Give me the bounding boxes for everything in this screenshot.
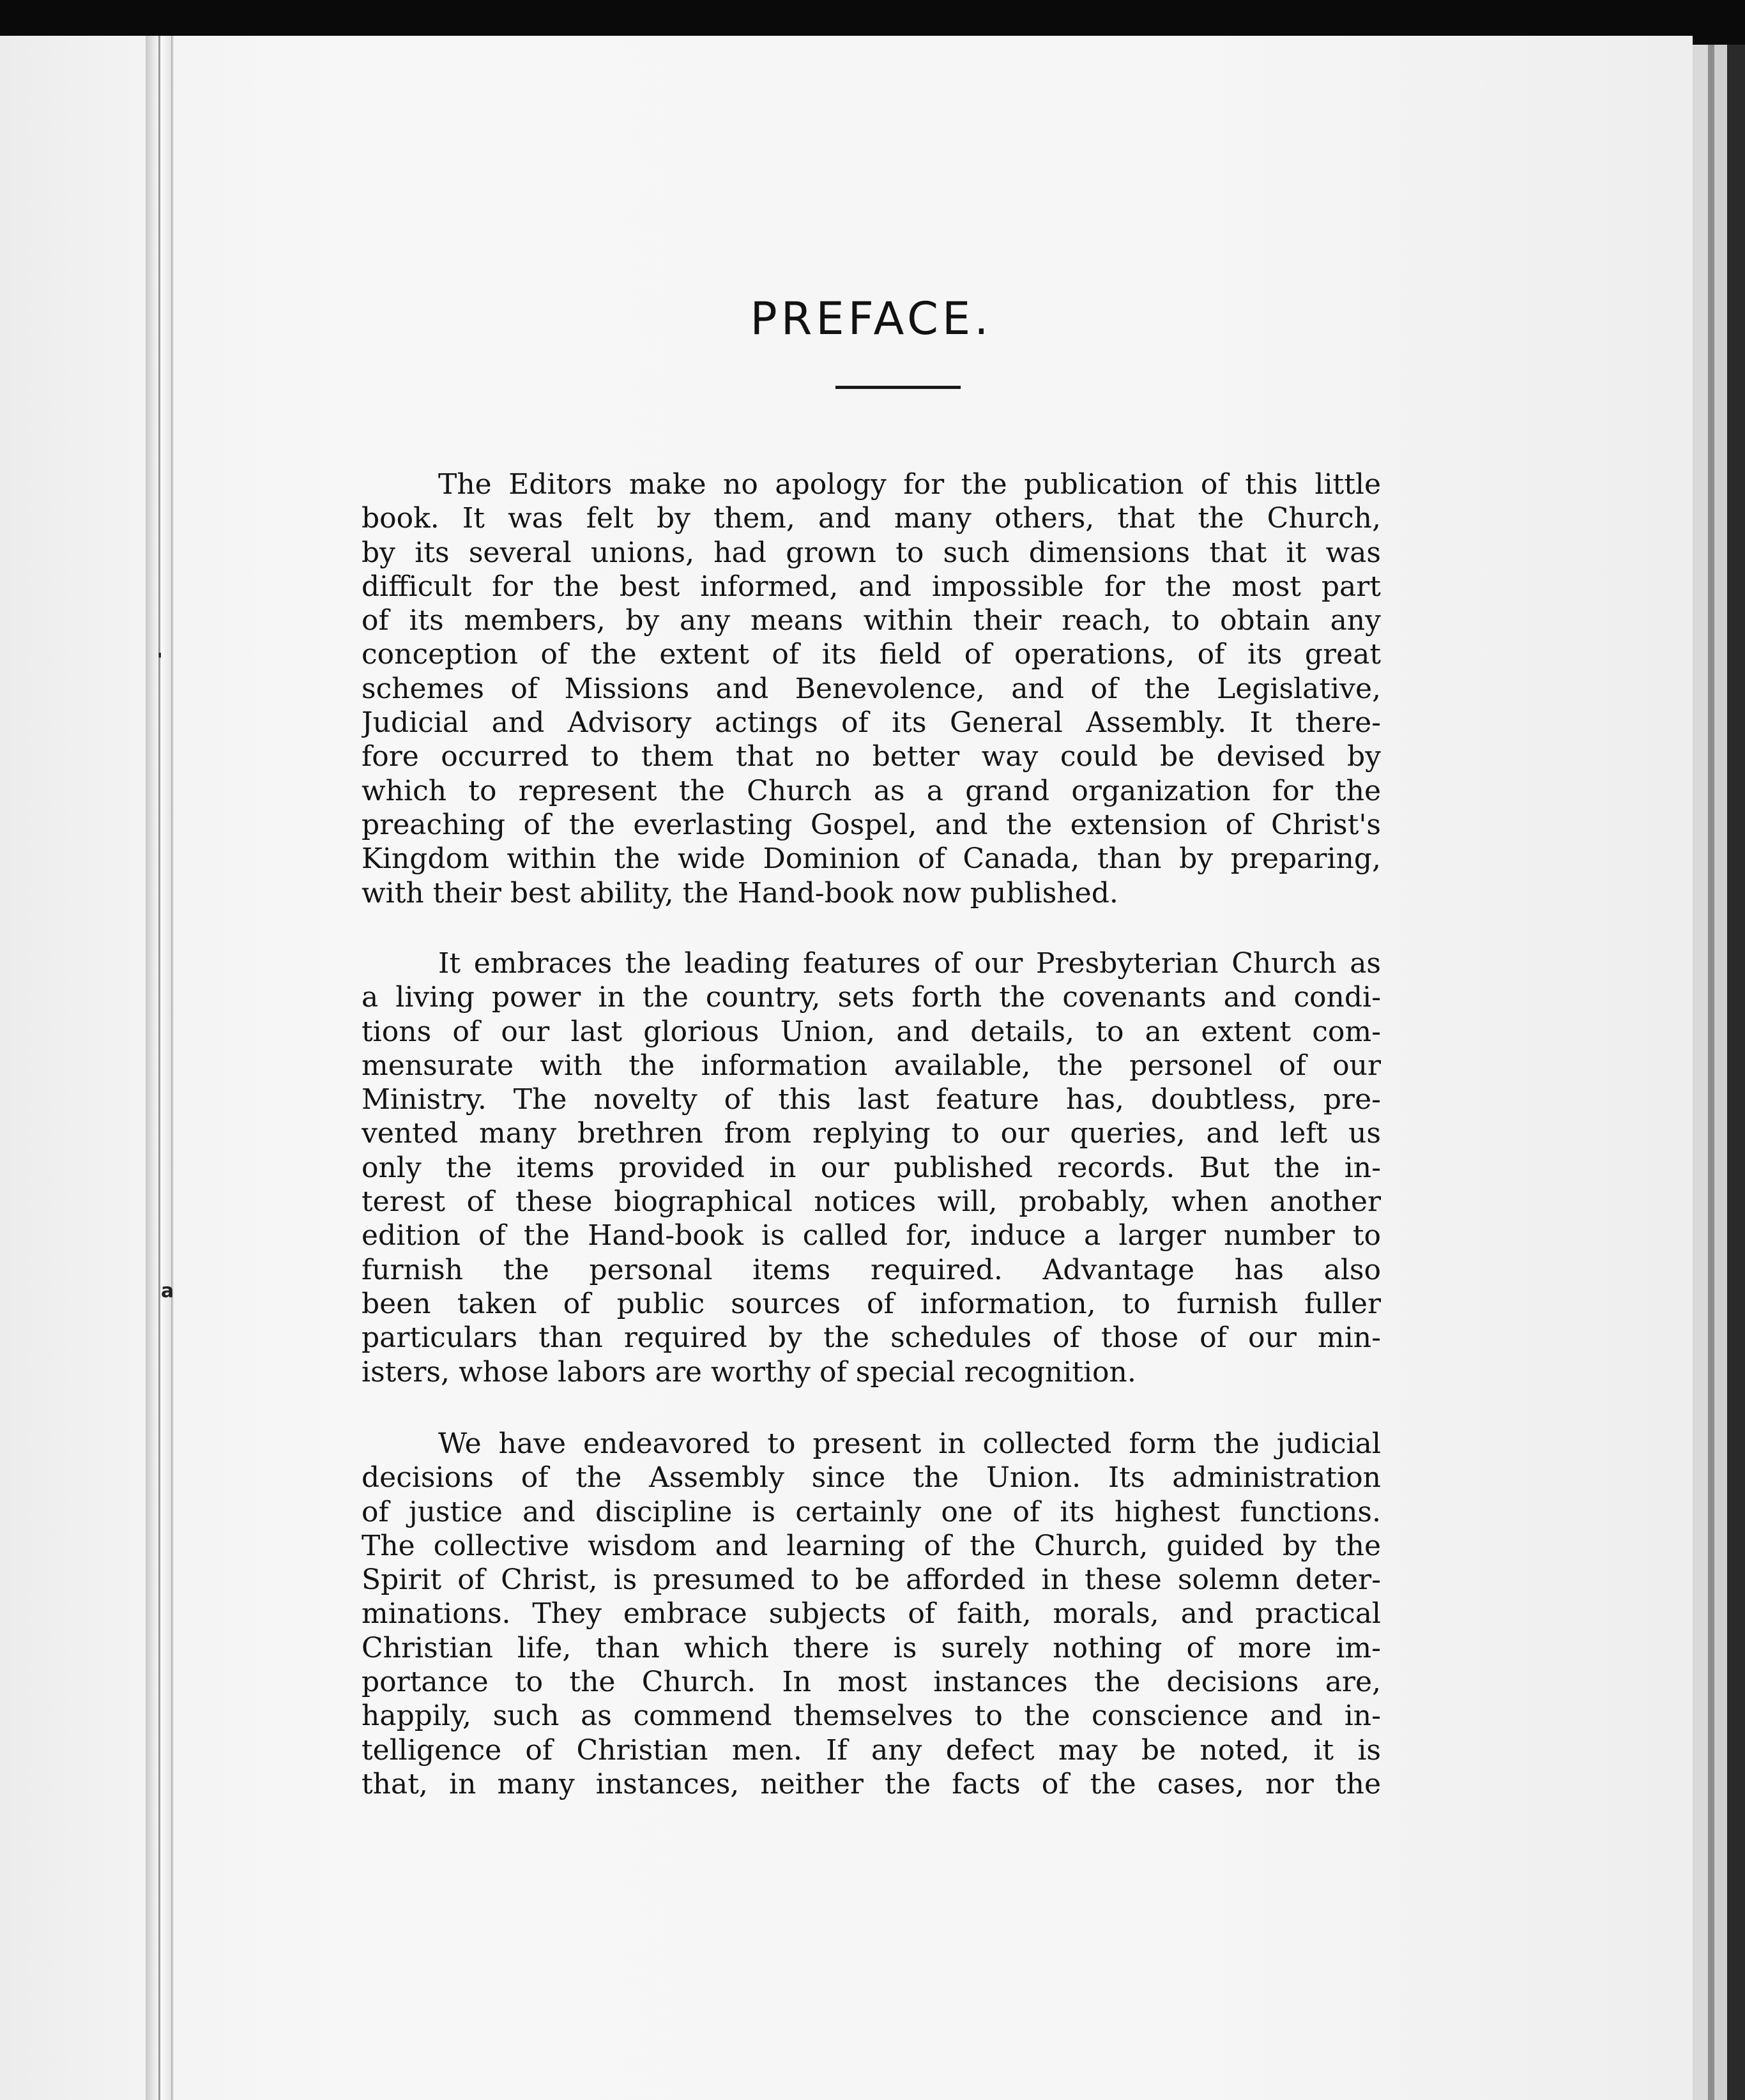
- title-rule: [835, 386, 961, 389]
- text-line: that, in many instances, neither the facts of the cases, nor the: [362, 1767, 1381, 1800]
- text-line: which to represent the Church as a grand organization for the: [362, 774, 1381, 807]
- text-line: with their best ability, the Hand-book now published.: [362, 876, 1118, 909]
- page-stack-edge: [1708, 45, 1714, 2100]
- text-line: conception of the extent of its field of operations, of its great: [362, 638, 1381, 671]
- text-line: schemes of Missions and Benevolence, and of the Legislative,: [362, 672, 1381, 705]
- text-line: difficult for the best informed, and impossible for the most part: [362, 570, 1381, 603]
- text-line: We have endeavored to present in collected form the judicial: [438, 1427, 1381, 1460]
- text-line: only the items provided in our published records. But the in-: [362, 1151, 1381, 1184]
- text-line: It embraces the leading features of our Presbyterian Church as: [438, 947, 1381, 980]
- text-line: Kingdom within the wide Dominion of Canada, than by preparing,: [362, 842, 1381, 876]
- page-stack-edge: [1693, 45, 1708, 2100]
- text-line: The collective wisdom and learning of the Church, guided by the: [362, 1529, 1381, 1562]
- text-line: mensurate with the information available, the personel of our: [362, 1049, 1381, 1082]
- text-line: happily, such as commend themselves to the conscience and in-: [362, 1700, 1381, 1733]
- paragraph-2: [362, 947, 1381, 1389]
- text-line: of its members, by any means within their reach, to obtain any: [362, 604, 1381, 637]
- paragraph-3: [362, 1427, 1381, 1801]
- book-page: [0, 36, 1693, 2100]
- text-line: tions of our last glorious Union, and details, to an extent com-: [362, 1015, 1381, 1048]
- text-line: of justice and discipline is certainly one of its highest functions.: [362, 1495, 1381, 1528]
- text-line: book. It was felt by them, and many others, that the Church,: [362, 502, 1381, 535]
- text-line: Spirit of Christ, is presumed to be afforded in these solemn deter-: [362, 1564, 1381, 1597]
- gutter-fold-line: [171, 36, 172, 2100]
- page-stack-edge: [1714, 45, 1727, 2100]
- text-line: decisions of the Assembly since the Union. Its administration: [362, 1461, 1381, 1495]
- text-line: vented many brethren from replying to our queries, and left us: [362, 1117, 1381, 1150]
- edge-mark: a: [161, 1280, 174, 1302]
- text-line: fore occurred to them that no better way could be devised by: [362, 740, 1381, 773]
- text-line: portance to the Church. In most instances the decisions are,: [362, 1666, 1381, 1699]
- gutter-fold-line: [158, 36, 160, 2100]
- text-line: preaching of the everlasting Gospel, and the extension of Christ's: [362, 808, 1381, 841]
- text-line: Judicial and Advisory actings of its General Assembly. It there-: [362, 706, 1381, 740]
- text-line: minations. They embrace subjects of faith, morals, and practical: [362, 1597, 1381, 1631]
- paragraph-1: [362, 468, 1381, 910]
- page-stack-edge: [1727, 45, 1745, 2100]
- text-line: isters, whose labors are worthy of special recognition.: [362, 1355, 1136, 1389]
- text-line: terest of these biographical notices will, probably, when another: [362, 1185, 1381, 1219]
- text-line: edition of the Hand-book is called for, induce a larger number to: [362, 1219, 1381, 1252]
- edge-mark: ': [157, 649, 163, 670]
- text-line: furnish the personal items required. Advantage has also: [362, 1253, 1381, 1286]
- text-line: particulars than required by the schedules of those of our min-: [362, 1321, 1381, 1355]
- text-line: by its several unions, had grown to such dimensions that it was: [362, 536, 1381, 569]
- text-line: telligence of Christian men. If any defect may be noted, it is: [362, 1733, 1381, 1767]
- text-line: Ministry. The novelty of this last feature has, doubtless, pre-: [362, 1083, 1381, 1116]
- text-line: a living power in the country, sets forth the covenants and condi-: [362, 981, 1381, 1014]
- text-line: Christian life, than which there is surely nothing of more im-: [362, 1631, 1381, 1664]
- page-title: PREFACE.: [750, 293, 993, 345]
- text-line: The Editors make no apology for the publication of this little: [438, 468, 1381, 501]
- scan-top-border: [0, 0, 1745, 40]
- text-line: been taken of public sources of information, to furnish fuller: [362, 1287, 1381, 1320]
